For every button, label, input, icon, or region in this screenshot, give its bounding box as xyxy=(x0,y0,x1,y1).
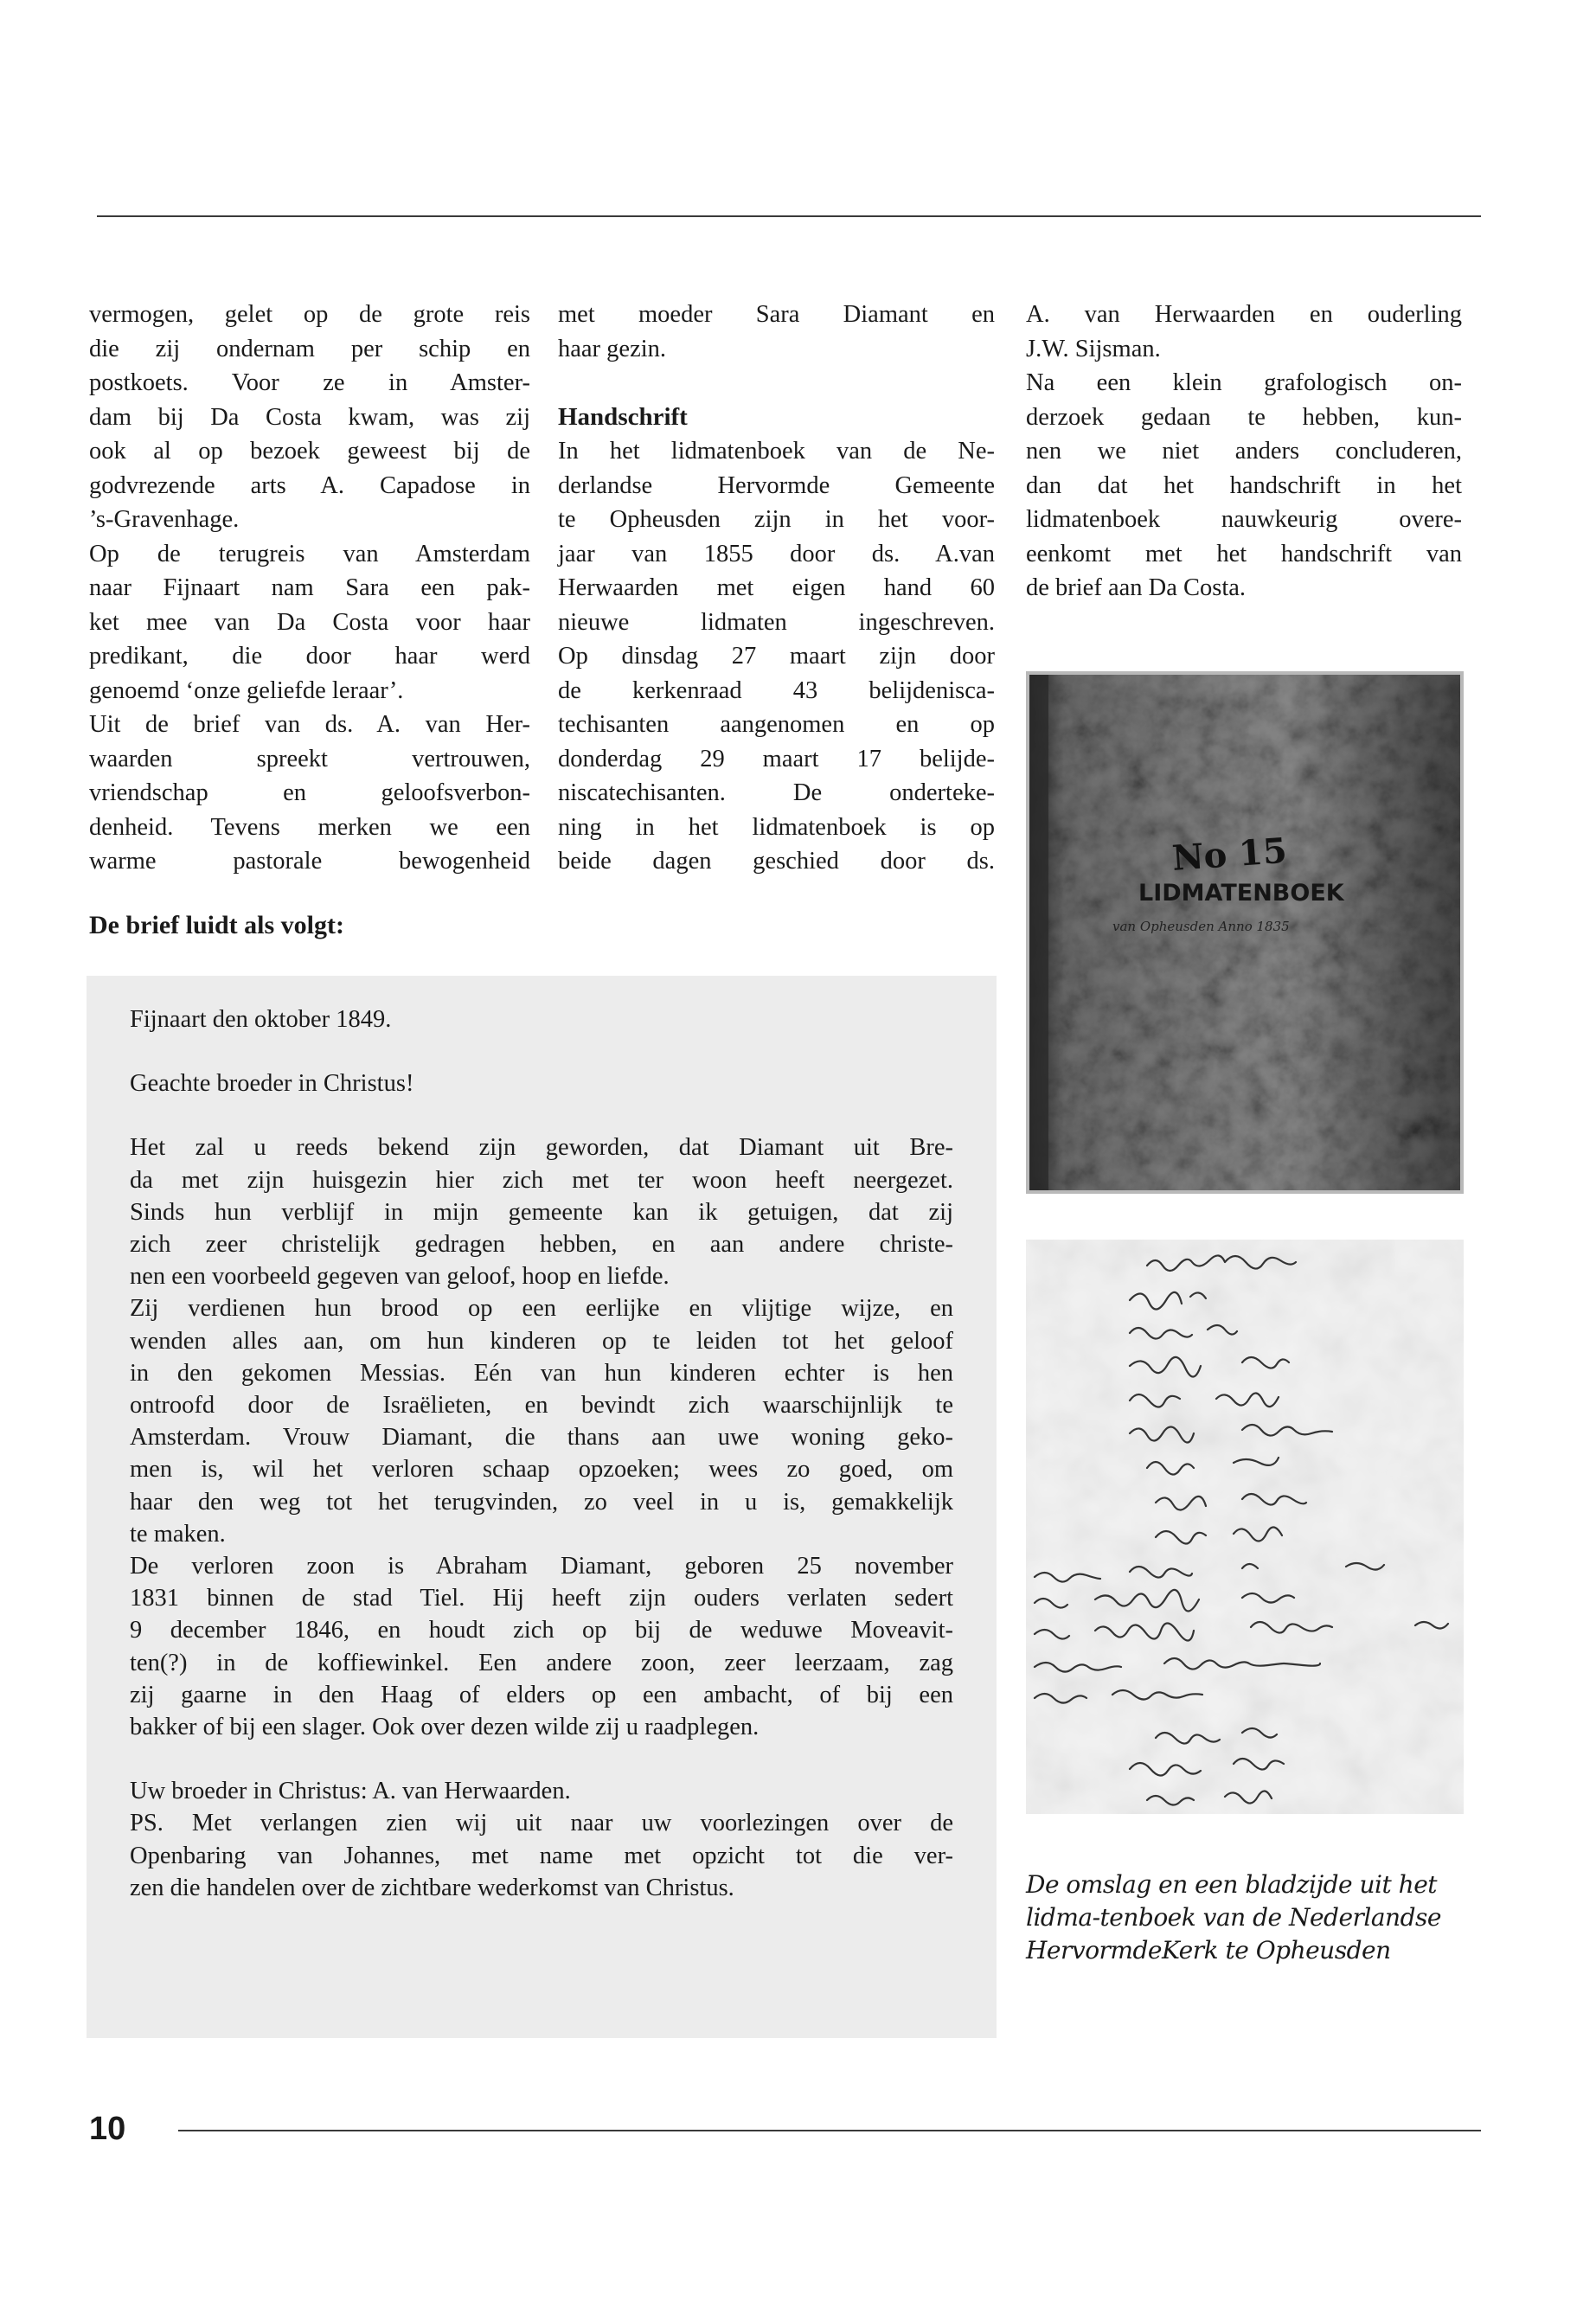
letter-line: nen een voorbeeld gegeven van geloof, hoop en liefde. xyxy=(130,1263,670,1291)
book-cover-image xyxy=(1026,671,1464,1194)
letter-line: ontroofd door de Israëlieten, en bevindt zich waarschijnlijk te xyxy=(130,1392,953,1420)
column-1-line: ’s-Gravenhage. xyxy=(89,506,240,533)
column-2-line: te Opheusden zijn in het voor- xyxy=(558,506,995,533)
column-2-line: techisanten aangenomen en op xyxy=(558,711,995,738)
column-2-text xyxy=(558,298,995,879)
letter-date: Fijnaart den oktober 1849. xyxy=(130,1006,392,1033)
column-1-line: ket mee van Da Costa voor haar xyxy=(89,608,530,636)
photo-caption xyxy=(1026,1868,1476,1967)
letter-line: ten(?) in de koffiewinkel. Een andere zoon, zeer leerzaam, zag xyxy=(130,1649,953,1676)
letter-line: Amsterdam. Vrouw Diamant, die thans aan uwe woning geko- xyxy=(130,1424,953,1452)
letter-line: zich zeer christelijk gedragen hebben, en aan andere christe- xyxy=(130,1231,953,1259)
letter-text xyxy=(130,1003,953,1904)
letter-line: Het zal u reeds bekend zijn geworden, dat Diamant uit Bre- xyxy=(130,1134,953,1162)
column-1-line: dam bij Da Costa kwam, was zij xyxy=(89,403,530,431)
letter-line: bakker of bij een slager. Ook over dezen wilde zij u raadplegen. xyxy=(130,1714,760,1741)
column-1-line: naar Fijnaart nam Sara een pak- xyxy=(89,574,530,601)
letter-closing-line: PS. Met verlangen zien wij uit naar uw voorlezingen over de xyxy=(130,1810,953,1837)
column-2-line: niscatechisanten. De onderteke- xyxy=(558,779,995,806)
column-1-line: Op de terugreis van Amsterdam xyxy=(89,540,530,567)
header-rule xyxy=(97,215,1481,217)
letter-line: in den gekomen Messias. Eén van hun kinderen echter is hen xyxy=(130,1359,953,1387)
column-2-line: met moeder Sara Diamant en xyxy=(558,301,995,328)
register-page-photo xyxy=(1026,1240,1464,1814)
letter-salutation: Geachte broeder in Christus! xyxy=(130,1070,414,1098)
column-3-line: J.W. Sijsman. xyxy=(1026,335,1161,362)
letter-line: zij gaarne in den Haag of elders op een ambacht, of bij een xyxy=(130,1681,953,1708)
column-2-line: beide dagen geschied door ds. xyxy=(558,848,995,875)
column-1-line: waarden spreekt vertrouwen, xyxy=(89,745,530,772)
column-2-line: de kerkenraad 43 belijdenisca- xyxy=(558,676,995,704)
register-page-image xyxy=(1026,1240,1464,1814)
column-2-line: In het lidmatenboek van de Ne- xyxy=(558,438,995,465)
column-1-text xyxy=(89,298,530,879)
letter-line: 9 december 1846, en houdt zich op bij de weduwe Moveavit- xyxy=(130,1617,953,1644)
column-2-line: jaar van 1855 door ds. A.van xyxy=(558,540,995,567)
column-1-line: godvrezende arts A. Capadose in xyxy=(89,471,530,499)
column-1-line: die zij ondernam per schip en xyxy=(89,335,530,362)
book-cover-photo xyxy=(1026,671,1464,1194)
letter-line: te maken. xyxy=(130,1520,226,1548)
column-2-line: Herwaarden met eigen hand 60 xyxy=(558,574,995,601)
letter-closing-line: Uw broeder in Christus: A. van Herwaarden. xyxy=(130,1778,571,1805)
column-2-line: haar gezin. xyxy=(558,335,667,362)
cover-subtitle: van Opheusden Anno 1835 xyxy=(1112,919,1290,934)
letter-line: wenden alles aan, om hun kinderen op te leiden tot het geloof xyxy=(130,1327,953,1355)
column-3-line: lidmatenboek nauwkeurig overe- xyxy=(1026,506,1462,533)
column-3-text xyxy=(1026,298,1462,606)
letter-line: da met zijn huisgezin hier zich met ter woon heeft neergezet. xyxy=(130,1166,953,1194)
footer-rule xyxy=(178,2130,1481,2131)
letter-line: 1831 binnen de stad Tiel. Hij heeft zijn ouders verlaten sedert xyxy=(130,1585,953,1612)
column-3-line: dan dat het handschrift in het xyxy=(1026,471,1462,499)
column-1-line: vriendschap en geloofsverbon- xyxy=(89,779,530,806)
caption-line: tenboek van de Nederlandse Hervormde xyxy=(1026,1903,1441,1965)
column-1-line: vermogen, gelet op de grote reis xyxy=(89,301,530,328)
page-number: 10 xyxy=(89,2111,126,2147)
column-2-line: ning in het lidmatenboek is op xyxy=(558,813,995,841)
cover-number: No 15 xyxy=(1170,830,1289,879)
column-1-line: Uit de brief van ds. A. van Her- xyxy=(89,711,530,738)
letter-line: men is, wil het verloren schaap opzoeken; wees zo goed, om xyxy=(130,1456,953,1484)
caption-line: Kerk te Opheusden xyxy=(1161,1936,1391,1965)
letter-heading: De brief luidt als volgt: xyxy=(89,911,344,939)
column-1-line: genoemd ‘onze geliefde leraar’. xyxy=(89,676,404,704)
letter-closing-line: Openbaring van Johannes, met name met opzicht tot die ver- xyxy=(130,1842,953,1869)
caption-line: De omslag en een bladzijde uit het lidma- xyxy=(1026,1870,1438,1932)
column-1-line: postkoets. Voor ze in Amster- xyxy=(89,369,530,396)
column-3-line: A. van Herwaarden en ouderling xyxy=(1026,301,1462,328)
column-2-line: nieuwe lidmaten ingeschreven. xyxy=(558,608,995,636)
column-3-line: de brief aan Da Costa. xyxy=(1026,574,1247,601)
letter-line: Sinds hun verblijf in mijn gemeente kan ik getuigen, dat zij xyxy=(130,1198,953,1226)
column-3-line: Na een klein grafologisch on- xyxy=(1026,369,1462,396)
column-1-line: warme pastorale bewogenheid xyxy=(89,848,530,875)
letter-line: De verloren zoon is Abraham Diamant, geboren 25 november xyxy=(130,1553,953,1580)
column-2-line: donderdag 29 maart 17 belijde- xyxy=(558,745,995,772)
column-3-line: eenkomt met het handschrift van xyxy=(1026,540,1462,567)
letter-line: Zij verdienen hun brood op een eerlijke en vlijtige wijze, en xyxy=(130,1295,953,1323)
column-1-line: ook al op bezoek geweest bij de xyxy=(89,438,530,465)
column-3-line: derzoek gedaan te hebben, kun- xyxy=(1026,403,1462,431)
column-1-line: predikant, die door haar werd xyxy=(89,643,530,670)
letter-line: haar den weg tot het terugvinden, zo veel in u is, gemakkelijk xyxy=(130,1488,953,1516)
column-2-line: Op dinsdag 27 maart zijn door xyxy=(558,643,995,670)
letter-closing-line: zen die handelen over de zichtbare wederkomst van Christus. xyxy=(130,1874,734,1901)
column-1-line: denheid. Tevens merken we een xyxy=(89,813,530,841)
cover-title: LIDMATENBOEK xyxy=(1138,880,1344,907)
section-heading-handschrift: Handschrift xyxy=(558,403,688,431)
column-2-line: derlandse Hervormde Gemeente xyxy=(558,471,995,499)
column-3-line: nen we niet anders concluderen, xyxy=(1026,438,1462,465)
